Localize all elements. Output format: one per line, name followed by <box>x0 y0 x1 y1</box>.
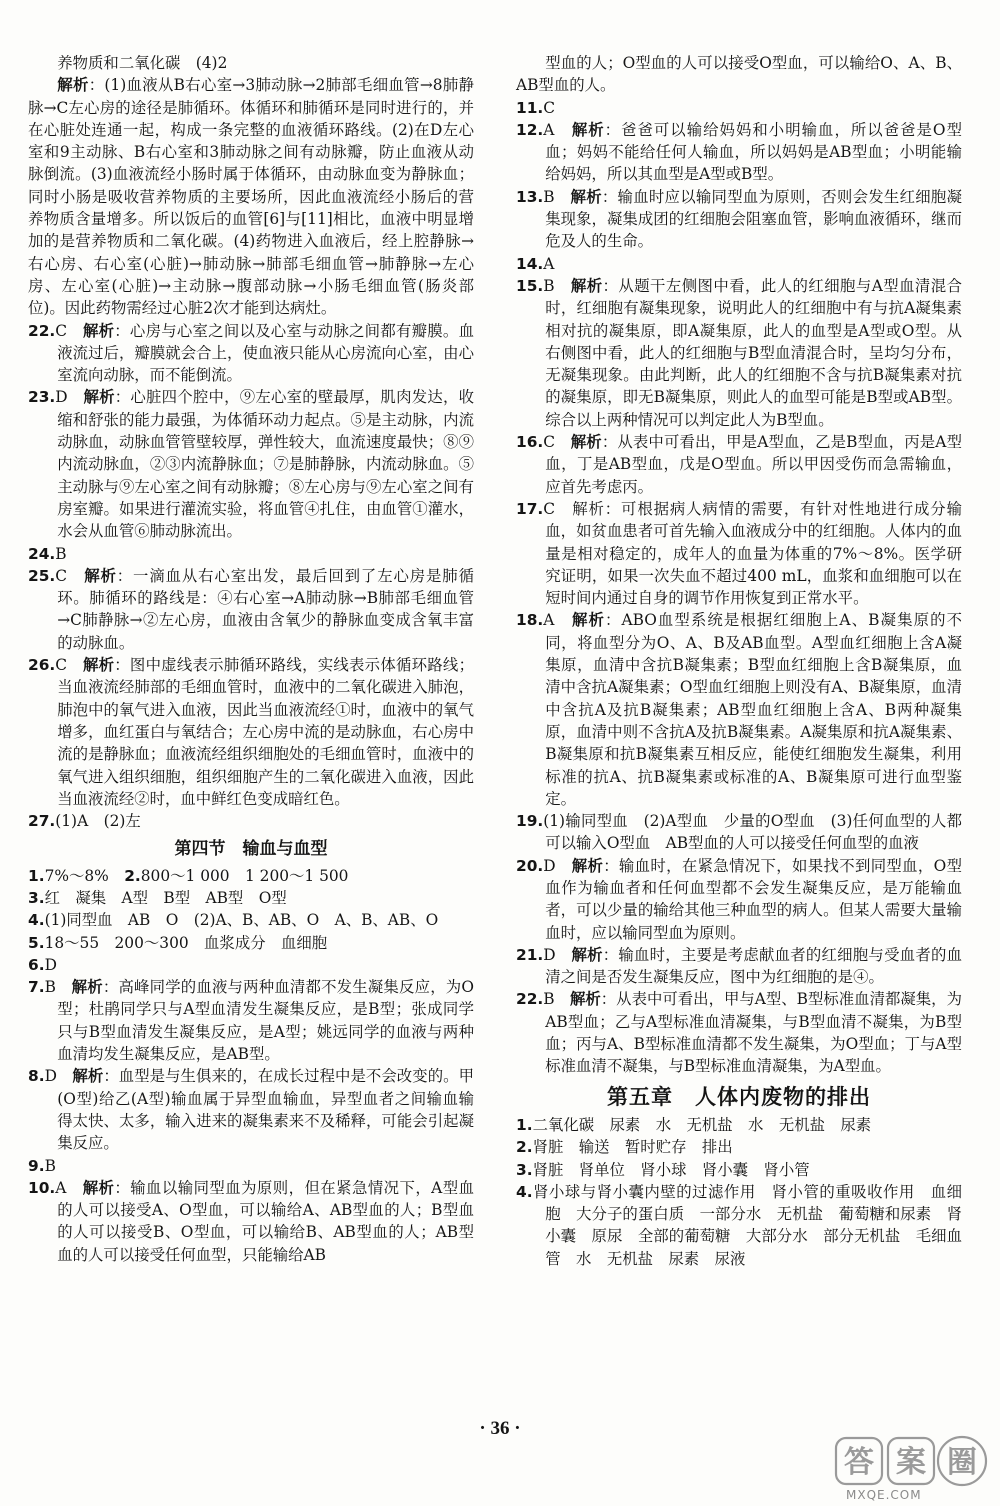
answer-item <box>28 909 474 931</box>
right-column <box>516 52 962 1270</box>
watermark-char-3: 圈 <box>947 1445 977 1480</box>
analysis-text: 型血的人；O型血的人可以接受O型血，可以输给O、A、B、AB型血的人。 <box>516 54 962 95</box>
analysis-text: ：心房与心室之间以及心室与动脉之间都有瓣膜。血液流过后，瓣膜就会合上，使血液只能从心房流向心室，由心室流向动脉，而不能倒流。 <box>57 321 474 385</box>
answer-text: C <box>55 321 68 340</box>
answer-text: D <box>44 1067 57 1086</box>
answer-text: B <box>44 1156 56 1175</box>
answer-item <box>28 976 474 1065</box>
left-column <box>28 52 474 1266</box>
answer-item <box>28 1065 474 1154</box>
answer-item <box>516 1159 962 1181</box>
analysis-text: ：一滴血从右心室出发，最后回到了左心房是肺循环。肺循环的路线是：④右心室→A肺动脉→B肺部毛细血管→C肺静脉→②左心房，血液由含氧少的静脉血变成含氧丰富的动脉血。 <box>57 566 474 652</box>
analysis-label: 解析 <box>82 656 115 675</box>
analysis-label: 解析 <box>571 856 604 875</box>
analysis-text: ：从表中可看出，甲是A型血，乙是B型血，丙是A型血，丁是AB型血，戊是O型血。所以甲因受伤而急需输血，应首先考虑丙。 <box>545 433 962 496</box>
answer-item <box>516 855 962 944</box>
answer-item <box>28 1155 474 1177</box>
question-number: 13. <box>516 187 544 206</box>
question-number: 1. <box>516 1115 533 1134</box>
answer-text: B <box>543 187 555 206</box>
answer-item <box>28 932 474 954</box>
answer-item <box>28 52 474 74</box>
question-number: 7. <box>28 978 45 997</box>
question-number: 3. <box>516 1160 533 1179</box>
analysis-label: 解析 <box>82 1178 115 1197</box>
answer-text: B <box>44 978 56 997</box>
answer-text: 二氧化碳 尿素 水 无机盐 水 无机盐 尿素 <box>532 1115 872 1134</box>
answer-text: C <box>55 566 68 585</box>
answer-text: 红 凝集 A型 B型 AB型 O型 <box>44 888 287 907</box>
analysis-label: 解析 <box>569 990 601 1009</box>
answer-item <box>28 1177 474 1266</box>
question-number: 25. <box>28 566 56 585</box>
answer-text: C <box>543 433 556 452</box>
question-number: 24. <box>28 544 56 563</box>
answer-text: (1)输同型血 (2)A型血 少量的O型血 (3)任何血型的人都可以输入O型血 AB型血的人可以接受任何血型的血液 <box>543 812 962 853</box>
question-number: 2. <box>124 866 141 885</box>
answer-text: A <box>543 120 555 139</box>
analysis-text: 解析：可根据病人病情的需要，有针对性地进行成分输血，如贫血患者可首先输入血液成分中的红细胞。人体内的血量是相对稳定的，成年人的血量为体重的7%～8%。医学研究证明，如果一次失血不超过400 mL，血浆和血细胞可以在短时间内通过自身的调节作用恢复到正常水平。 <box>545 499 962 608</box>
answer-item <box>516 498 962 609</box>
question-number: 12. <box>516 120 544 139</box>
answer-text: 7%～8% <box>44 866 125 885</box>
question-number: 27. <box>28 812 56 831</box>
answer-item <box>516 944 962 989</box>
question-number: 15. <box>516 276 544 295</box>
analysis-text: ：ABO血型系统是根据红细胞上A、B凝集原的不同，将血型分为O、A、B及AB血型。A型血红细胞上含A凝集原，血清中含抗B凝集素；B型血红细胞上含B凝集原，血清中含抗A凝集素；O型血红细胞上则没有A、B凝集原，血清中含抗A及抗B凝集素；AB型血红细胞上含A、B两种凝集原，血清中则不含抗A及抗B凝集素。A凝集原和抗A凝集素、B凝集原和抗B凝集素互相反应，能使红细胞发生凝集，利用标准的抗A、抗B凝集素或标准的A、B凝集原可进行血型鉴定。 <box>545 611 962 808</box>
question-number: 21. <box>516 945 544 964</box>
answer-item <box>28 954 474 976</box>
answer-item <box>516 1114 962 1136</box>
answer-text: (1)同型血 AB O (2)A、B、AB、O A、B、AB、O <box>44 911 439 930</box>
question-number: 22. <box>28 321 56 340</box>
question-number: 17. <box>516 499 544 518</box>
answer-item <box>28 565 474 654</box>
answer-item <box>28 320 474 387</box>
analysis-label: 解析 <box>57 76 89 95</box>
question-number: 22. <box>516 990 544 1009</box>
question-number: 1. <box>28 866 45 885</box>
watermark-char-2: 案 <box>896 1445 926 1480</box>
analysis-text: ：输血以输同型血为原则，但在紧急情况下，A型血的人可以接受A、O型血，可以输给A、AB型血的人；B型血的人可以接受B、O型血，可以输给B、AB型血的人；AB型血的人可以接受任何血型，只能输给AB <box>57 1178 474 1264</box>
answer-text: A <box>543 254 555 273</box>
analysis-text: ：输血时，主要是考虑献血者的红细胞与受血者的血清之间是否发生凝集反应，图中为红细胞的是④。 <box>545 945 962 987</box>
answer-text: A <box>55 1178 67 1197</box>
answer-text: B <box>55 544 67 563</box>
question-number: 23. <box>28 388 56 407</box>
question-number: 16. <box>516 433 544 452</box>
answer-item <box>516 1136 962 1158</box>
question-number: 9. <box>28 1156 45 1175</box>
question-number: 4. <box>28 911 45 930</box>
answer-item <box>28 887 474 909</box>
question-number: 5. <box>28 933 45 952</box>
question-number: 18. <box>516 611 544 630</box>
analysis-text: ：从题干左侧图中看，此人的红细胞与A型血清混合时，红细胞有凝集现象，说明此人的红细胞中有与抗A凝集素相对抗的凝集原，即A凝集原，此人的血型是A型或O型。从右侧图中看，此人的红细胞与B型血清混合时，呈均匀分布，无凝集现象。由此判断，此人的红细胞不含与抗B凝集素对抗的凝集原，即无B凝集原，则此人的血型可能是B型或AB型。综合以上两种情况可以判定此人为B型血。 <box>545 276 962 429</box>
answer-text: C <box>543 499 556 518</box>
question-number: 14. <box>516 254 544 273</box>
answer-text: 18～55 200～300 血浆成分 血细胞 <box>44 933 328 952</box>
analysis-label: 解析 <box>71 978 103 997</box>
question-number: 2. <box>516 1138 533 1157</box>
answer-item <box>516 52 962 97</box>
analysis-label: 解析 <box>570 187 602 206</box>
analysis-text: ：(1)血液从B右心室→3肺动脉→2肺部毛细血管→8肺静脉→C左心房的途径是肺循环。体循环和肺循环是同时进行的，并在心脏处连通一起，构成一条完整的血液循环路线。(2)在D左心室和9主动脉、B右心室和3肺动脉之间有动脉瓣，防止血液从动脉倒流。(3)血液流经小肠时属于体循环，由动脉血变为静脉血；同时小肠是吸收营养物质的主要场所，因此血液流经小肠后的营养物质含量增多。所以饭后的血管[6]与[11]相比，血液中明显增加的是营养物质和二氧化碳。(4)药物进入血液后，经上腔静脉→右心房、右心室(心脏)→肺动脉→肺部毛细血管→肺静脉→左心房、左心室(心脏)→主动脉→腹部动脉→小肠毛细血管(肠炎部位)。因此药物需经过心脏2次才能到达病灶。 <box>28 76 474 318</box>
answer-item <box>28 865 474 887</box>
analysis-label: 解析 <box>570 433 602 452</box>
analysis-text: ：高峰同学的血液与两种血清都不发生凝集反应，为O型；杜鹃同学只与A型血清发生凝集反应，是B型；张成同学只与B型血清发生凝集反应，是A型；姚远同学的血液与两种血清均发生凝集反应，是AB型。 <box>57 978 474 1064</box>
analysis-text: ：输血时应以输同型血为原则，否则会发生红细胞凝集现象，凝集成团的红细胞会阻塞血管，影响血液循环，继而危及人的生命。 <box>545 187 962 251</box>
analysis-text: ：图中虚线表示肺循环路线，实线表示体循环路线；当血液流经肺部的毛细血管时，血液中的二氧化碳进入肺泡，肺泡中的氧气进入血液，因此当血液流经①时，血液中的氧气增多，血红蛋白与氧结合；左心房中流的是动脉血，右心房中流的是静脉血；血液流经组织细胞处的毛细血管时，血液中的氧气进入组织细胞，组织细胞产生的二氧化碳进入血液，因此当血液流经②时，血中鲜红色变成暗红色。 <box>57 656 474 808</box>
answer-text: 肾小球与肾小囊内壁的过滤作用 肾小管的重吸收作用 血细胞 大分子的蛋白质 一部分水 无机盐 葡萄糖和尿素 肾小囊 原尿 全部的葡萄糖 大部分水 部分无机盐 毛细血管 水 无机盐 尿素 尿液 <box>532 1182 962 1268</box>
question-number: 11. <box>516 98 544 117</box>
answer-text: 肾脏 肾单位 肾小球 肾小囊 肾小管 <box>532 1160 810 1179</box>
answer-text: C <box>55 656 68 675</box>
question-number: 4. <box>516 1182 533 1201</box>
analysis-label: 解析 <box>571 945 603 964</box>
analysis-text: ：血型是与生俱来的，在成长过程中是不会改变的。甲(O型)给乙(A型)输血属于异型血输血，异型血者之间输血输得太快、太多，输入进来的凝集素来不及稀释，可能会引起凝集反应。 <box>57 1067 474 1153</box>
answer-item <box>516 253 962 275</box>
answer-item <box>28 654 474 810</box>
analysis-label: 解析 <box>82 321 115 340</box>
question-number: 8. <box>28 1067 45 1086</box>
section-heading: 第四节 输血与血型 <box>174 839 328 860</box>
answer-text: D <box>543 856 556 875</box>
answer-text: D <box>44 955 57 974</box>
analysis-label: 解析 <box>83 388 115 407</box>
chapter-heading: 第五章 人体内废物的排出 <box>607 1084 871 1109</box>
answer-text: 肾脏 输送 暂时贮存 排出 <box>532 1138 733 1157</box>
question-number: 19. <box>516 812 544 831</box>
answer-item <box>516 275 962 431</box>
page-number: · 36 · <box>479 1418 521 1439</box>
answer-item <box>516 119 962 186</box>
analysis-text: 养物质和二氧化碳 (4)2 <box>57 54 228 72</box>
analysis-text: ：从表中可看出，甲与A型、B型标准血清都凝集，为AB型血；乙与A型标准血清凝集，与B型血清不凝集，为B型血；丙与A、B型标准血清都不发生凝集，为O型血；丁与A型标准血清不凝集，与B型标准血清凝集，为A型血。 <box>545 990 962 1076</box>
answer-text: C <box>543 98 556 117</box>
answer-item <box>28 810 474 832</box>
watermark-char-1: 答 <box>844 1445 874 1480</box>
answer-item <box>516 1181 962 1270</box>
analysis-label: 解析 <box>72 1067 104 1086</box>
analysis-label: 解析 <box>572 611 605 630</box>
question-number: 20. <box>516 856 544 875</box>
analysis-label: 解析 <box>84 566 117 585</box>
watermark-url: MXQE.COM <box>846 1488 922 1502</box>
answer-text: (1)A (2)左 <box>55 812 141 831</box>
answer-item <box>516 97 962 119</box>
analysis-label: 解析 <box>570 276 603 295</box>
question-number: 26. <box>28 656 56 675</box>
answer-item <box>28 543 474 565</box>
answer-text: B <box>543 990 555 1009</box>
question-number: 10. <box>28 1178 56 1197</box>
analysis-text: ：输血时，在紧急情况下，如果找不到同型血，O型血作为输血者和任何血型都不会发生凝集反应，是万能输血者，可以少量的输给其他三种血型的病人。但某人需要大量输血时，应以输同型血为原则。 <box>545 856 962 942</box>
answer-text: D <box>55 388 68 407</box>
answer-text: B <box>543 276 555 295</box>
answer-item <box>516 988 962 1077</box>
analysis-text: ：心脏四个腔中，⑨左心室的壁最厚，肌肉发达，收缩和舒张的能力最强，为体循环动力起点。⑤是主动脉，内流动脉血，动脉血管管壁较厚，弹性较大，血流速度最快；⑧⑨内流动脉血，②③内流静脉血；⑦是肺静脉，内流动脉血。⑤主动脉与⑨左心室之间有动脉瓣；⑧左心房与⑨左心室之间有房室瓣。如果进行灌流实验，将血管④扎住，由血管①灌水，水会从血管⑥肺动脉流出。 <box>57 388 474 541</box>
answer-item <box>516 186 962 253</box>
answer-item <box>28 74 474 319</box>
answer-item <box>28 386 474 542</box>
answer-item <box>516 810 962 855</box>
analysis-text: ：爸爸可以输给妈妈和小明输血，所以爸爸是O型血；妈妈不能给任何人输血，所以妈妈是AB型血；小明能输给妈妈，所以其血型是A型或B型。 <box>545 120 962 184</box>
analysis-label: 解析 <box>571 120 605 139</box>
question-number: 3. <box>28 888 45 907</box>
question-number: 6. <box>28 955 45 974</box>
answer-text: D <box>543 945 556 964</box>
answer-item <box>516 609 962 810</box>
answer-item <box>516 431 962 498</box>
answer-text: 800～1 000 1 200～1 500 <box>140 866 349 885</box>
answer-text: A <box>543 611 555 630</box>
